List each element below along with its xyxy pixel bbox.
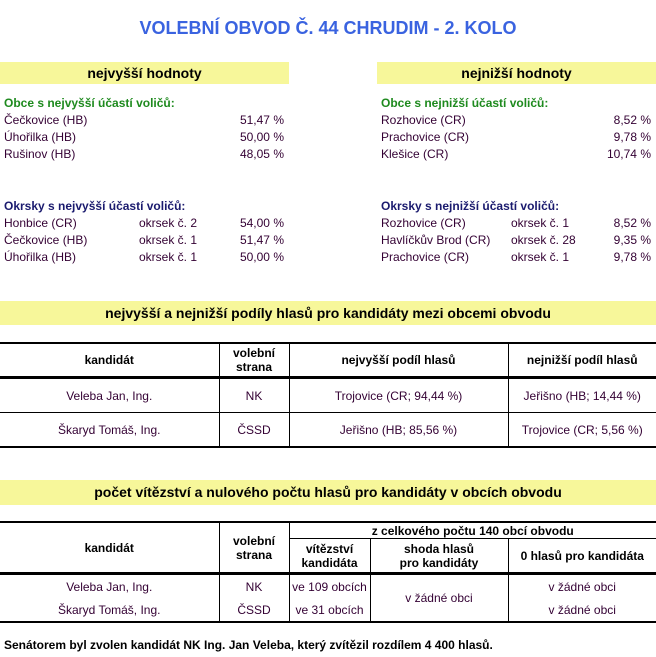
header-zero: 0 hlasů pro kandidáta [508,539,656,574]
highest-obce-row [4,129,284,146]
obec-name: Úhořilka (HB) [4,130,77,144]
lowest-share: Jeřišno (HB; 14,44 %) [508,378,656,413]
lowest-values-banner: nejnižší hodnoty [377,62,656,84]
header-wins [289,539,370,574]
table-row [0,598,656,622]
wins-banner: počet vítězství a nulového počtu hlasů pro kandidáty v obcích obvodu [0,480,656,505]
wins-count: ve 109 obcích [289,574,370,599]
lowest-obce-row [381,112,651,129]
wins-header-row [0,522,656,539]
candidate-party: ČSSD [219,413,289,448]
obec-name: Prachovice (CR) [381,130,470,144]
candidate-name: Veleba Jan, Ing. [66,388,153,403]
header-tie-line2: pro kandidáty [399,555,479,570]
obec-name: Rušinov (HB) [4,147,76,161]
header-tie [370,539,508,574]
okrsek-town: Prachovice (CR) [381,250,470,264]
lowest-obce-row [381,129,651,146]
highest-obce-heading: Obce s nejvyšší účastí voličů: [4,96,175,110]
header-wins-line2: kandidáta [301,555,358,570]
candidate-party: ČSSD [219,598,289,622]
highest-okrsky-row [4,215,284,232]
header-party [219,343,289,378]
highest-okrsky-row [4,232,284,249]
wins-count: ve 31 obcích [289,598,370,622]
highest-values-banner: nejvyšší hodnoty [0,62,289,84]
obec-value: 51,47 % [239,113,284,127]
candidate-name: Škaryd Tomáš, Ing. [58,602,161,617]
lowest-obce-row [381,146,651,163]
okrsek-number: okrsek č. 1 [511,250,570,264]
okrsek-number: okrsek č. 2 [139,216,198,230]
header-wins-line1: vítězství [305,541,354,556]
lowest-share: Trojovice (CR; 5,56 %) [508,413,656,448]
shares-table [0,342,656,448]
header-candidate: kandidát [0,343,219,378]
header-tie-line1: shoda hlasů [403,541,474,556]
okrsek-value: 9,35 % [613,233,651,247]
okrsek-number: okrsek č. 28 [511,233,576,247]
table-row [0,413,656,448]
okrsek-number: okrsek č. 1 [139,233,198,247]
highest-obce-row [4,112,284,129]
okrsek-value: 54,00 % [239,216,284,230]
obec-value: 50,00 % [239,130,284,144]
shares-header-row [0,343,656,378]
obec-name: Čečkovice (HB) [4,113,88,127]
header-party-line1: volební [232,346,275,360]
candidate-name: Veleba Jan, Ing. [66,579,153,594]
wins-table [0,521,656,623]
obec-name: Rozhovice (CR) [381,113,466,127]
lowest-okrsky-row [381,215,651,232]
okrsek-town: Rozhovice (CR) [381,216,466,230]
header-candidate: kandidát [0,522,219,574]
highest-okrsky-heading: Okrsky s nejvyšší účastí voličů: [4,199,186,213]
obec-value: 10,74 % [606,147,651,161]
obec-value: 48,05 % [239,147,284,161]
candidate-name: Škaryd Tomáš, Ing. [0,413,219,448]
header-party-line2: strana [235,360,273,374]
tie-value: v žádné obci [370,574,508,623]
zero-votes: v žádné obci [508,574,656,599]
okrsek-number: okrsek č. 1 [139,250,198,264]
lowest-okrsky-heading: Okrsky s nejnižší účastí voličů: [381,199,560,213]
okrsek-town: Honbice (CR) [4,216,77,230]
candidate-party: NK [219,378,289,413]
table-row [0,574,656,599]
okrsek-number: okrsek č. 1 [511,216,570,230]
obec-name: Klešice (CR) [381,147,449,161]
highest-okrsky-row [4,249,284,266]
header-group: z celkového počtu 140 obcí obvodu [289,522,656,539]
okrsek-value: 51,47 % [239,233,284,247]
zero-votes: v žádné obci [508,598,656,622]
table-row [0,378,656,413]
obec-value: 9,78 % [613,130,651,144]
header-party-line2: strana [235,547,273,562]
okrsek-value: 8,52 % [613,216,651,230]
page-title: VOLEBNÍ OBVOD Č. 44 CHRUDIM - 2. KOLO [139,18,517,38]
highest-share: Trojovice (CR; 94,44 %) [289,378,508,413]
okrsek-town: Úhořilka (HB) [4,250,77,264]
header-highest-share: nejvyšší podíl hlasů [289,343,508,378]
okrsek-town: Havlíčkův Brod (CR) [381,233,491,247]
shares-banner: nejvyšší a nejnižší podíly hlasů pro kandidáty mezi obcemi obvodu [0,301,656,325]
obec-value: 8,52 % [613,113,651,127]
okrsek-value: 50,00 % [239,250,284,264]
okrsek-town: Čečkovice (HB) [4,233,88,247]
footer-note: Senátorem byl zvolen kandidát NK Ing. Jan Veleba, který zvítězil rozdílem 4 400 hlasů. [4,638,493,652]
candidate-party: NK [219,574,289,599]
lowest-obce-heading: Obce s nejnižší účastí voličů: [381,96,549,110]
header-party [219,522,289,574]
lowest-okrsky-row [381,232,651,249]
lowest-okrsky-row [381,249,651,266]
okrsek-value: 9,78 % [613,250,651,264]
highest-obce-row [4,146,284,163]
header-party-line1: volební [232,533,275,548]
highest-share: Jeřišno (HB; 85,56 %) [289,413,508,448]
header-lowest-share: nejnižší podíl hlasů [508,343,656,378]
